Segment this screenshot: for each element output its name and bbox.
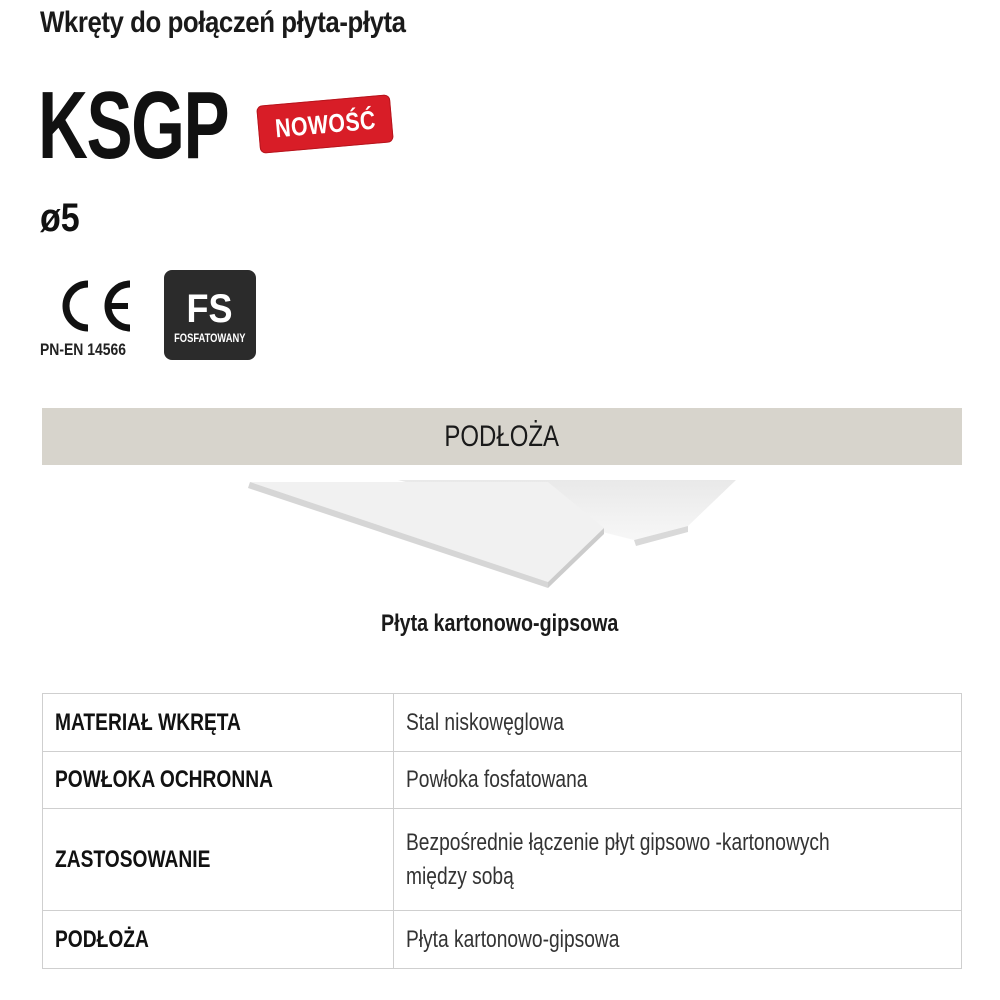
substrate-heading-bar	[42, 408, 962, 465]
spec-key: MATERIAŁ WKRĘTA	[55, 708, 241, 736]
spec-key: PODŁOŻA	[55, 925, 149, 953]
board-caption-label: Płyta kartonowo-gipsowa	[381, 610, 619, 637]
spec-value: Powłoka fosfatowana	[406, 766, 588, 793]
ce-mark-icon	[50, 276, 136, 336]
table-row	[43, 809, 962, 911]
spec-key: ZASTOSOWANIE	[55, 845, 211, 873]
spec-value-cell	[394, 752, 962, 809]
spec-value: między sobą	[406, 862, 514, 890]
plasterboard-illustration	[248, 478, 738, 588]
diameter-label: ø5	[40, 196, 80, 240]
spec-key: POWŁOKA OCHRONNA	[55, 766, 273, 793]
spec-value: Płyta kartonowo-gipsowa	[406, 925, 620, 953]
spec-value: Bezpośrednie łączenie płyt gipsowo -kartonowych	[406, 828, 830, 856]
spec-key-cell	[43, 694, 394, 752]
spec-value-cell	[394, 694, 962, 752]
spec-key-cell	[43, 911, 394, 969]
spec-table	[42, 693, 962, 969]
board-caption	[0, 610, 1000, 638]
new-badge	[256, 94, 394, 153]
substrate-heading: PODŁOŻA	[444, 419, 560, 453]
spec-value-cell	[394, 911, 962, 969]
spec-value-cell	[394, 809, 962, 911]
table-row	[43, 752, 962, 809]
spec-value: Stal niskowęglowa	[406, 708, 564, 736]
ce-standard-label: PN-EN 14566	[40, 340, 127, 359]
fs-caption: FOSFATOWANY	[174, 331, 246, 345]
spec-key-cell	[43, 752, 394, 809]
page-subtitle: Wkręty do połączeń płyta-płyta	[40, 6, 406, 39]
table-row	[43, 911, 962, 969]
fs-phosphated-icon	[164, 270, 256, 360]
product-code: KSGP	[38, 72, 229, 179]
fs-label: FS	[186, 287, 234, 331]
spec-key-cell	[43, 809, 394, 911]
table-row	[43, 694, 962, 752]
new-badge-label: NOWOŚĆ	[273, 104, 377, 143]
